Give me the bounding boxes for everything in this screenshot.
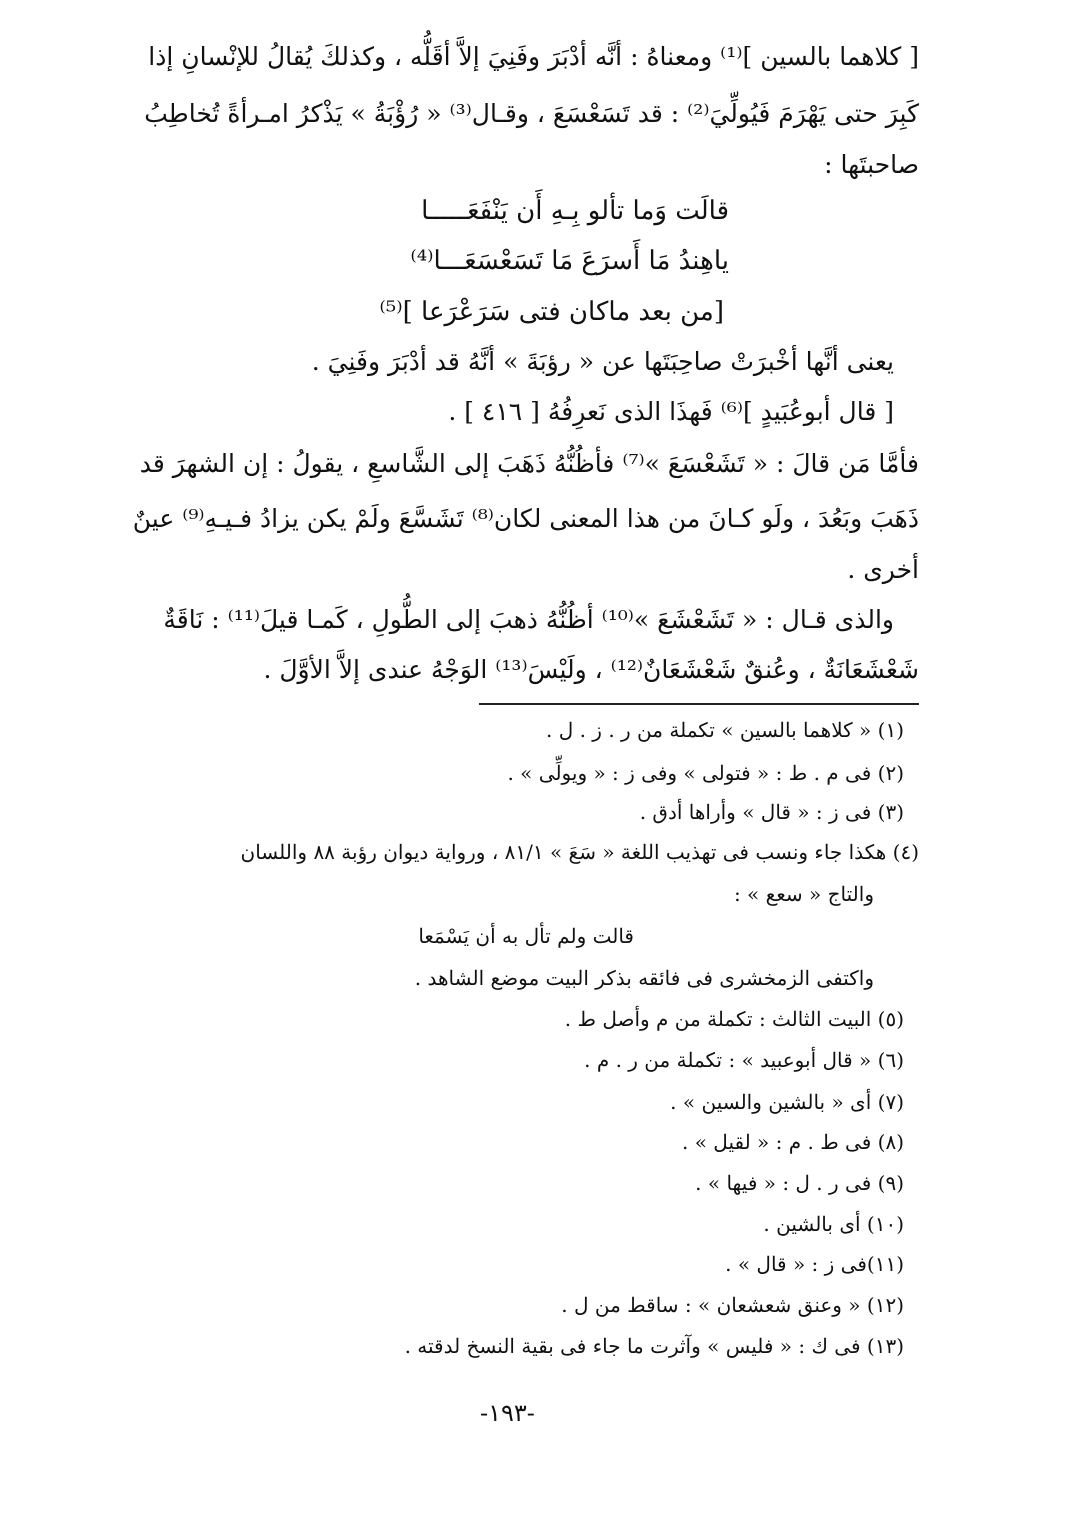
footnote-8: (٨) فى ط . م : « لقيل » . — [681, 1130, 904, 1154]
main-text-line-10: شَعْشَعَانَةٌ ، وعُنقٌ شَعْشَعَانٌ⁽¹²⁾ ، ولَيْسَ⁽¹³⁾ الوَجْهُ عندى إلاَّ الأوَّلَ . — [263, 655, 919, 684]
main-text-line-7: ذَهَبَ وبَعُدَ ، ولَو كـانَ من هذا المعنى لكان⁽⁸⁾ تَشَسَّعَ ولَمْ يكن يزادُ فـيـهِ⁽⁹⁾ عينٌ — [132, 504, 919, 533]
footnote-13: (١٣) فى ك : « فليس » وآثرت ما جاء فى بقية النسخ لدقته . — [404, 1334, 904, 1358]
main-text-line-4: يعنى أنَّها أخْبرَتْ صاحِبَتَها عن « رؤبَةَ » أنَّهُ قد أدْبَرَ وفَنِيَ . — [311, 347, 894, 376]
footnote-4-note: واكتفى الزمخشرى فى فائقه بذكر البيت موضع الشاهد . — [414, 966, 874, 990]
verse-line-1: قالَت وَما تألو بِـهِ أَن يَنْفَعَـــــا — [421, 196, 729, 226]
page-number: -١٩٣- — [480, 1399, 535, 1427]
footnote-10: (١٠) أى بالشين . — [763, 1212, 904, 1236]
footnote-7: (٧) أى « بالشين والسين » . — [670, 1090, 904, 1114]
footnote-separator — [479, 703, 919, 705]
footnote-4: (٤) هكذا جاء ونسب فى تهذيب اللغة « سَعَ » ٨١/١ ، ورواية ديوان رؤبة ٨٨ واللسان — [240, 840, 919, 864]
footnote-6: (٦) « قال أبوعبيد » : تكملة من ر . م . — [584, 1048, 904, 1072]
main-text-line-2: كَبِرَ حتى يَهْرَمَ فَيُولِّيَ⁽²⁾ : قد تَسَعْسَعَ ، وقـال⁽³⁾ « رُؤْبَةُ » يَذْكرُ امـرأةً تُخاطِبُ — [144, 99, 919, 128]
verse-line-3: [من بعد ماكان فتى سَرَعْرَعا ]⁽⁵⁾ — [379, 297, 724, 327]
footnote-5: (٥) البيت الثالث : تكملة من م وأصل ط . — [564, 1007, 904, 1031]
footnote-1: (١) « كلاهما بالسين » تكملة من ر . ز . ل . — [545, 718, 904, 742]
footnote-9: (٩) فى ر . ل : « فيها » . — [695, 1171, 904, 1195]
footnote-4-continued: والتاج « سعع » : — [733, 882, 874, 906]
main-text-line-3: صاحبتَها : — [824, 150, 919, 179]
footnote-11: (١١)فى ز : « قال » . — [725, 1252, 904, 1276]
main-text-line-5: [ قال أبوعُبَيدٍ ]⁽⁶⁾ فَهذَا الذى نَعرِفُهُ [ ٤١٦ ] . — [448, 397, 894, 426]
footnote-2: (٢) فى م . ط : « فتولى » وفى ز : « ويولِّى » . — [507, 761, 904, 785]
main-text-line-6: فأمَّا مَن قالَ : « تَشَعْسَعَ »⁽⁷⁾ فأظُنُّهُ ذَهَبَ إلى الشَّاسعِ ، يقولُ : إن الشهرَ قد — [139, 449, 919, 478]
main-text-line-9: والذى قـال : « تَشَعْشَعَ »⁽¹⁰⁾ أظُنُّهُ ذهبَ إلى الطُّولِ ، كَمـا قيلَ⁽¹¹⁾ : نَاقَةٌ — [163, 605, 894, 634]
footnote-3: (٣) فى ز : « قال » وأراها أدق . — [639, 800, 904, 824]
footnote-12: (١٢) « وعنق شعشعان » : ساقط من ل . — [561, 1293, 904, 1317]
footnote-4-verse: قالت ولم تأل به أن يَسْمَعا — [418, 924, 634, 948]
main-text-line-8: أخرى . — [847, 555, 919, 584]
main-text-line-1: [ كلاهما بالسين ]⁽¹⁾ ومعناهُ : أنَّه أدْبَرَ وفَنِيَ إلاَّ أقَلُّه ، وكذلكَ يُقالُ للإنْسانِ إذا — [148, 42, 919, 71]
verse-line-2: ياهِندُ مَا أَسرَعَ مَا تَسَعْسَعَـــا⁽⁴⁾ — [410, 246, 729, 276]
